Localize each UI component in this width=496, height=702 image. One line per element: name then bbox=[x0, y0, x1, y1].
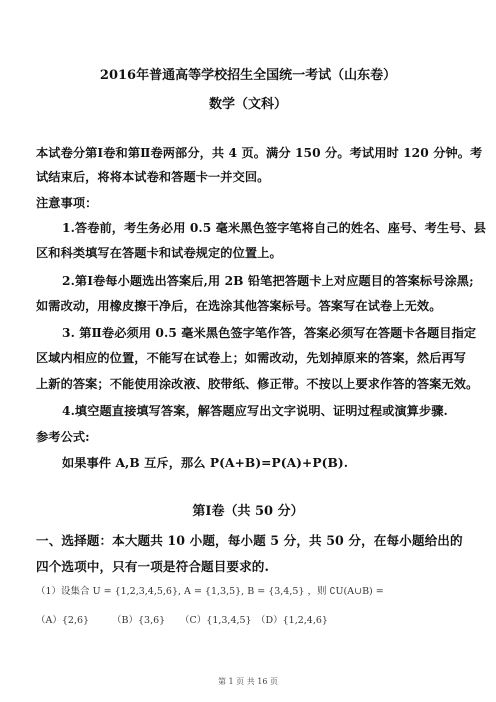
note-3-line-2: 区域内相应的位置，不能写在试卷上；如需改动，先划掉原来的答案，然后再写 bbox=[36, 351, 467, 365]
question-1-option-d: （D）{1,2,4,6} bbox=[256, 615, 328, 626]
reference-heading: 参考公式: bbox=[36, 430, 90, 444]
page-footer: 第 1 页 共 16 页 bbox=[218, 677, 278, 686]
question-1-option-c: （C）{1,3,4,5} bbox=[180, 615, 252, 626]
note-2-line-1: 2.第Ⅰ卷每小题选出答案后,用 2B 铅笔把答题卡上对应题目的答案标号涂黑; bbox=[62, 274, 474, 288]
section-title: 第Ⅰ卷（共 50 分） bbox=[192, 504, 304, 519]
note-3-line-1: 3. 第Ⅱ卷必须用 0.5 毫米黑色签字笔作答，答案必须写在答题卡各题目指定 bbox=[62, 326, 477, 340]
question-1-stem: （1）设集合 U = {1,2,3,4,5,6}, A = {1,3,5}, B = {3,4,5} ，则 ∁U(A∪B) = bbox=[36, 586, 384, 597]
note-2-line-2: 如需改动，用橡皮擦干净后，在选涂其他答案标号。答案写在试卷上无效。 bbox=[36, 299, 442, 313]
note-1-line-2: 区和科类填写在答题卡和试卷规定的位置上。 bbox=[36, 246, 282, 260]
section-intro-line-1: 一、选择题：本大题共 10 小题，每小题 5 分，共 50 分，在每小题给出的 bbox=[36, 533, 463, 548]
reference-formula: 如果事件 A,B 互斥，那么 P(A+B)=P(A)+P(B). bbox=[62, 456, 349, 470]
question-1-option-a: （A）{2,6} bbox=[36, 615, 90, 626]
question-1-option-b: （B）{3,6} bbox=[112, 615, 166, 626]
section-intro-line-2: 四个选项中，只有一项是符合题目要求的. bbox=[36, 559, 269, 574]
exam-subtitle: 数学（文科） bbox=[208, 97, 287, 112]
notes-heading: 注意事项： bbox=[36, 196, 98, 210]
note-1-line-1: 1.答卷前，考生务必用 0.5 毫米黑色签字笔将自己的姓名、座号、考生号、县 bbox=[62, 221, 487, 235]
note-3-line-3: 上新的答案；不能使用涂改液、胶带纸、修正带。不按以上要求作答的答案无效。 bbox=[36, 377, 479, 391]
exam-title: 2016年普通高等学校招生全国统一考试（山东卷） bbox=[99, 68, 397, 83]
note-4-line-1: 4.填空题直接填写答案，解答题应写出文字说明、证明过程或演算步骤. bbox=[62, 404, 448, 418]
intro-line-2: 试结束后，将将本试卷和答题卡一并交回。 bbox=[36, 170, 270, 184]
intro-line-1: 本试卷分第Ⅰ卷和第Ⅱ卷两部分，共 4 页。满分 150 分。考试用时 120 分钟。考 bbox=[36, 146, 483, 160]
